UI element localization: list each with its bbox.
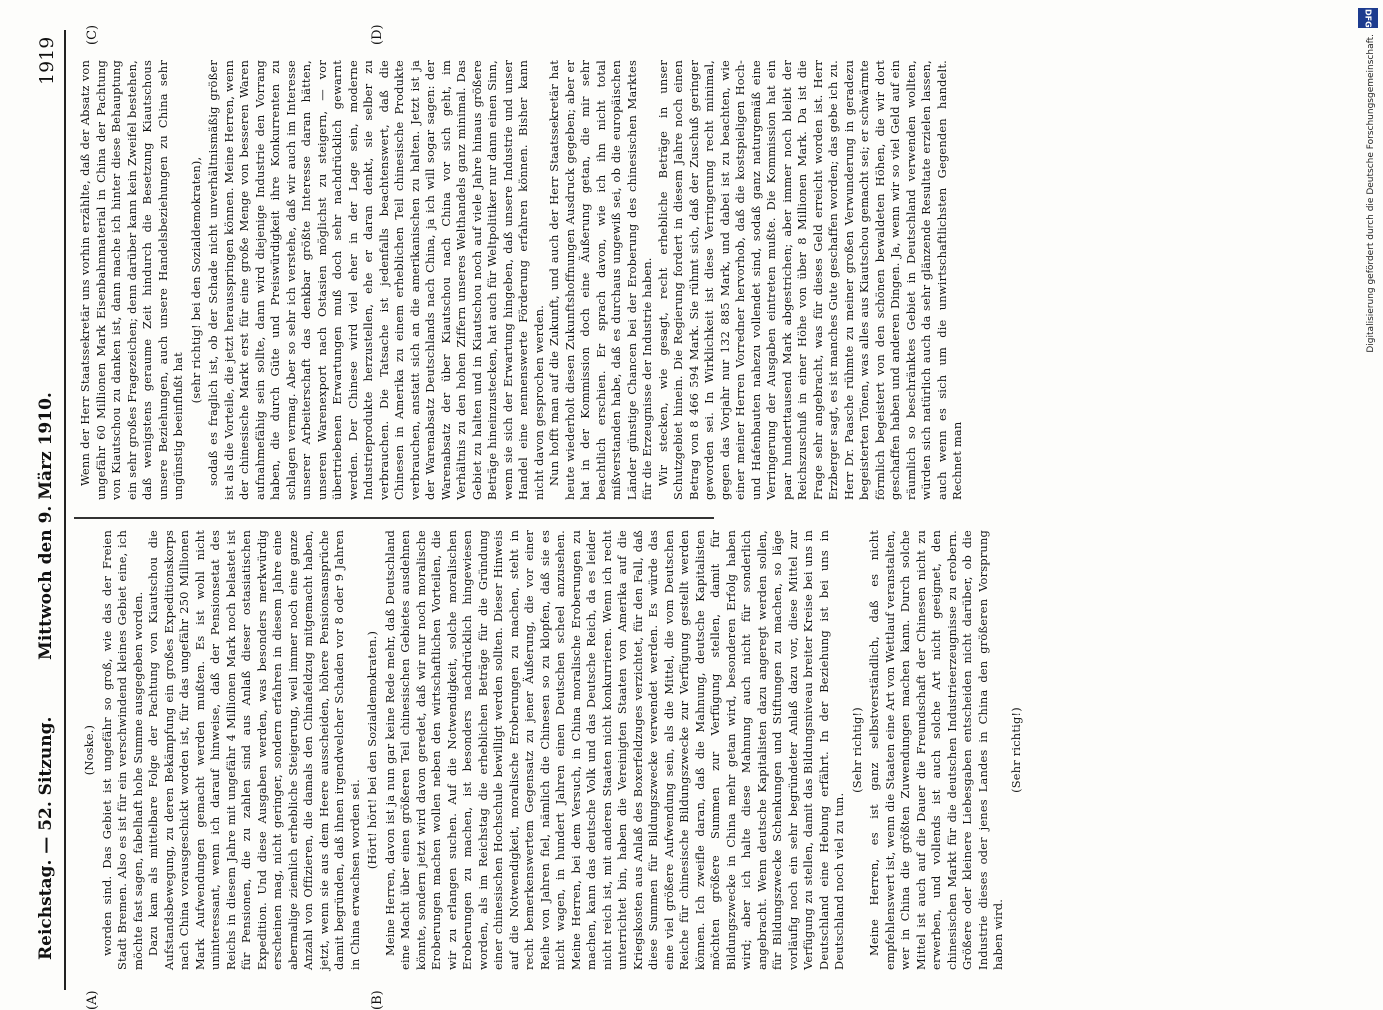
marker-d: (D) bbox=[370, 24, 385, 45]
marker-c: (C) bbox=[85, 24, 100, 45]
interjection: (Hört! hört! bei den Sozialdemokraten.) bbox=[365, 630, 379, 870]
interjection: (Sehr richtig!) bbox=[849, 707, 864, 793]
interjection: (Sehr richtig!) bbox=[1008, 707, 1023, 793]
digitization-sidebar bbox=[1353, 0, 1383, 1000]
right-column bbox=[78, 60, 964, 500]
rotated-page bbox=[30, 24, 1370, 1010]
header-left: Reichstag. — 52. Sitzung. bbox=[36, 716, 56, 960]
paragraph: Dazu kam als mittelbare Folge der Pachtung von Kiautschou die Aufstandsbewegung, zu deren Bekämpfung ein großes Expeditionskorps nach China vorausgeschickt worden ist, für das ungefähr 250 Millionen Mark Aufwendungen gemacht werden mußten. Es ist wohl nicht uninteressant, wenn ich darauf hinweise, daß der Pensionsetat des Reichs in diesem Jahre mit ungefähr 4 Millionen Mark noch belastet ist für Pensionen, die zu zahlen sind aus Anlaß dieser ostasiatischen Expedition. Und diese Ausgaben werden, was besonders merkwürdig erscheinen mag, nicht geringer, sondern erfahren in diesem Jahre eine abermalige ziemlich erhebliche Steigerung, weil immer noch eine ganze Anzahl von Offizieren, die damals den Chinafeldzug mitgemacht haben, jetzt, wenn sie aus dem Heere ausscheiden, höhere Pensionsansprüche damit begründen, daß ihnen irgendwelcher Schaden vor 8 oder 9 Jahren in China erwachsen worden sei. bbox=[146, 530, 362, 970]
column-rule bbox=[74, 518, 714, 520]
speaker-name: (Noske.) bbox=[82, 724, 96, 776]
paragraph: Wenn der Herr Staatssekretär uns vorhin erzählte, daß der Absatz von ungefähr 60 Millionen Mark Eisenbahnmaterial in China der Pachtung von Kiautschou zu danken ist, dann mache ich hinter diese Behauptung ein sehr großes Fragezeichen; denn darüber kann kein Zweifel bestehen, daß wenigstens geraume Zeit hindurch die Besetzung Kiautschous unsere Beziehungen, auch unsere Handelsbeziehungen zu China sehr ungünstig beeinflußt hat bbox=[78, 60, 185, 500]
page-number: 1919 bbox=[36, 36, 58, 85]
marker-b: (B) bbox=[370, 990, 385, 1010]
digitization-credit: Digitalisierung gefördert durch die Deutsche Forschungsgemeinschaft. bbox=[1366, 34, 1376, 353]
dfg-logo: DFG bbox=[1358, 8, 1378, 28]
paragraph: Wir stecken, wie gesagt, recht erhebliche Beträge in unser Schutzgebiet hinein. Die Regierung fordert in diesem Jahre noch einen Betrag von 8 466 594 Mark. Sie rühmt sich, daß der Zuschuß geringer geworden sei. In Wirklichkeit ist diese Verringerung recht minimal, gegen das Vorjahr nur 132 885 Mark, und dabei ist zu beachten, wie einer meiner Herren Vorredner hervorhob, daß die kostspieligen Hoch- und Hafenbauten nahezu vollendet sind, sodaß ganz naturgemäß eine Verringerung der Ausgaben eintreten mußte. Die Kommission hat ein paar hunderttausend Mark abgestrichen; aber immer noch bleibt der Reichszuschuß in einer Höhe von über 8 Millionen Mark. Da ist die Frage sehr angebracht, was für dieses Geld erreicht worden ist. Herr Erzberger sagt, es ist manches Gute geschaffen worden; das gebe ich zu. Herr Dr. Paasche rühmte zu meiner großen Verwunderung in geradezu begeisterten Tönen, was alles aus Kiautschou gemacht sei; er schwärmte förmlich begeistert von den schönen bewaldeten Höhen, die wir dort geschaffen haben und anderen Dingen. Ja, wenn wir so viel Geld auf ein räumlich so beschränktes Gebiet in Deutschland verwenden wollten, würden sich natürlich auch da sehr glänzende Resultate erzielen lassen, auch wenn es sich um die unwirtschaftlichsten Gegenden handelt. Rechnet man bbox=[655, 60, 964, 500]
left-column bbox=[80, 530, 1023, 970]
page-header bbox=[30, 30, 66, 990]
header-date: Mittwoch den 9. März 1910. bbox=[36, 392, 56, 660]
paragraph: worden sind. Das Gebiet ist ungefähr so groß, wie das der Freien Stadt Bremen. Also es ist für ein verschwindend kleines Gebiet eine, ich möchte fast sagen, fabelhaft hohe Summe ausgegeben worden. bbox=[99, 530, 145, 970]
paragraph: Nun hofft man auf die Zukunft, und auch der Herr Staatssekretär hat heute wiederholt diesen Zukunftshoffnungen Ausdruck gegeben; aber er hat in der Kommission doch eine Äußerung getan, die mir sehr beachtlich erschien. Er sprach davon, wie ich ihn nicht total mißverstanden habe, daß es durchaus ungewiß sei, ob die europäischen Länder günstige Chancen bei der Eroberung des chinesischen Marktes für die Erzeugnisse der Industrie haben. bbox=[547, 60, 654, 500]
paragraph: Meine Herren, davon ist ja nun gar keine Rede mehr, daß Deutschland eine Macht über einen größeren Teil chinesischen Gebietes ausdehnen könnte, sondern jetzt wird davon geredet, daß wir nur noch moralische Eroberungen machen wollen neben den wirtschaftlichen Vorteilen, die wir zu erlangen suchen. Auf die Notwendigkeit, solche moralischen Eroberungen zu machen, ist besonders nachdrücklich hingewiesen worden, als im Reichstag die erheblichen Beträge für die Gründung einer chinesischen Hochschule bewilligt werden sollten. Dieser Hinweis auf die Notwendigkeit, moralische Eroberungen zu machen, steht in recht bemerkenswertem Gegensatz zu jener Äußerung, die vor einer Reihe von Jahren fiel, nämlich die Chinesen so zu klopfen, daß sie es nicht wagen, in hundert Jahren einen Deutschen scheel anzusehen. Meine Herren, bei dem Versuch, in China moralische Eroberungen zu machen, kann das deutsche Volk und das Deutsche Reich, da es leider nicht reich ist, mit anderen Staaten nicht konkurrieren. Wenn ich recht unterrichtet bin, haben die Vereinigten Staaten von Amerika auf die Kriegskosten aus Anlaß des Boxerfeldzuges verzichtet, für den Fall, daß diese Summen für Bildungszwecke verwendet werden. Es würde das eine viel größere Aufwendung sein, als die Mittel, die vom Deutschen Reiche für chinesische Bildungszwecke zur Verfügung gestellt werden können. Ich zweifle daran, daß die Mahnung, deutsche Kapitalisten möchten größere Summen zur Verfügung stellen, damit für Bildungszwecke in China mehr getan wird, besonderen Erfolg haben wird; aber ich halte diese Mahnung auch nicht für sonderlich angebracht. Wenn deutsche Kapitalisten dazu angeregt werden sollen, für Bildungszwecke Schenkungen und Stiftungen zu machen, so läge vorläufig noch ein sehr begründeter Anlaß dazu vor, diese Mittel zur Verfügung zu stellen, damit das Bildungsniveau breiter Kreise bei uns in Deutschland eine Hebung erfährt. In der Beziehung ist bei uns in Deutschland noch viel zu tun. bbox=[382, 530, 846, 970]
header-rule bbox=[64, 30, 66, 990]
interjection: (sehr richtig! bei den Sozialdemokraten), bbox=[188, 156, 203, 404]
marker-a: (A) bbox=[85, 990, 100, 1010]
paragraph: Meine Herren, es ist ganz selbstverständlich, daß es nicht empfehlenswert ist, wenn die Staaten eine Art von Wettlauf veranstalten, wer in China die größten Zuwendungen machen kann. Durch solche Mittel ist auch auf die Dauer die Freundschaft der Chinesen nicht zu erwerben, und vollends ist auch solche Art nicht geeignet, den chinesischen Markt für die deutschen Industrieerzeugnisse zu erobern. Größere oder kleinere Liebesgaben entscheiden nicht darüber, ob die Industrie dieses oder jenes Landes in China den größeren Vorsprung haben wird. bbox=[867, 530, 1005, 970]
paragraph: sodaß es fraglich ist, ob der Schade nicht unverhältnismäßig größer ist als die Vorteile, die jetzt herausspringen können. Meine Herren, wenn der chinesische Markt erst für eine große Menge von besseren Waren aufnahmefähig sein sollte, dann wird diejenige Industrie den Vorrang haben, die durch Güte und Preiswürdigkeit ihre Konkurrenten zu schlagen vermag. Aber so sehr ich verstehe, daß wir auch im Interesse unserer Arbeiterschaft das denkbar größte Interesse daran hätten, unseren Warenexport nach Ostasien möglichst zu steigern, — vor übertriebenen Erwartungen muß doch sehr nachdrücklich gewarnt werden. Der Chinese wird viel eher in der Lage sein, moderne Industrieprodukte herzustellen, ehe er daran denkt, sie selber zu verbrauchen. Die Tatsache ist jedenfalls beachtenswert, daß die Chinesen in Amerika zu einem erheblichen Teil chinesische Produkte verbrauchen, anstatt sich an die amerikanischen zu halten. Jetzt ist ja der Warenabsatz Deutschlands nach China, ja ich will sogar sagen: der Warenabsatz der über Kiautschou nach China vor sich geht, im Verhältnis zu den hohen Ziffern unseres Welthandels ganz minimal. Das Gebiet zu halten und in Kiautschou noch auf viele Jahre hinaus größere Beträge hineinzustecken, hat auch für Weltpolitiker nur dann einen Sinn, wenn sie sich der Erwartung hingeben, daß unsere Industrie und unser Handel eine nennenswerte Förderung erfahren können. Bisher kann nicht davon gesprochen werden. bbox=[206, 60, 546, 500]
